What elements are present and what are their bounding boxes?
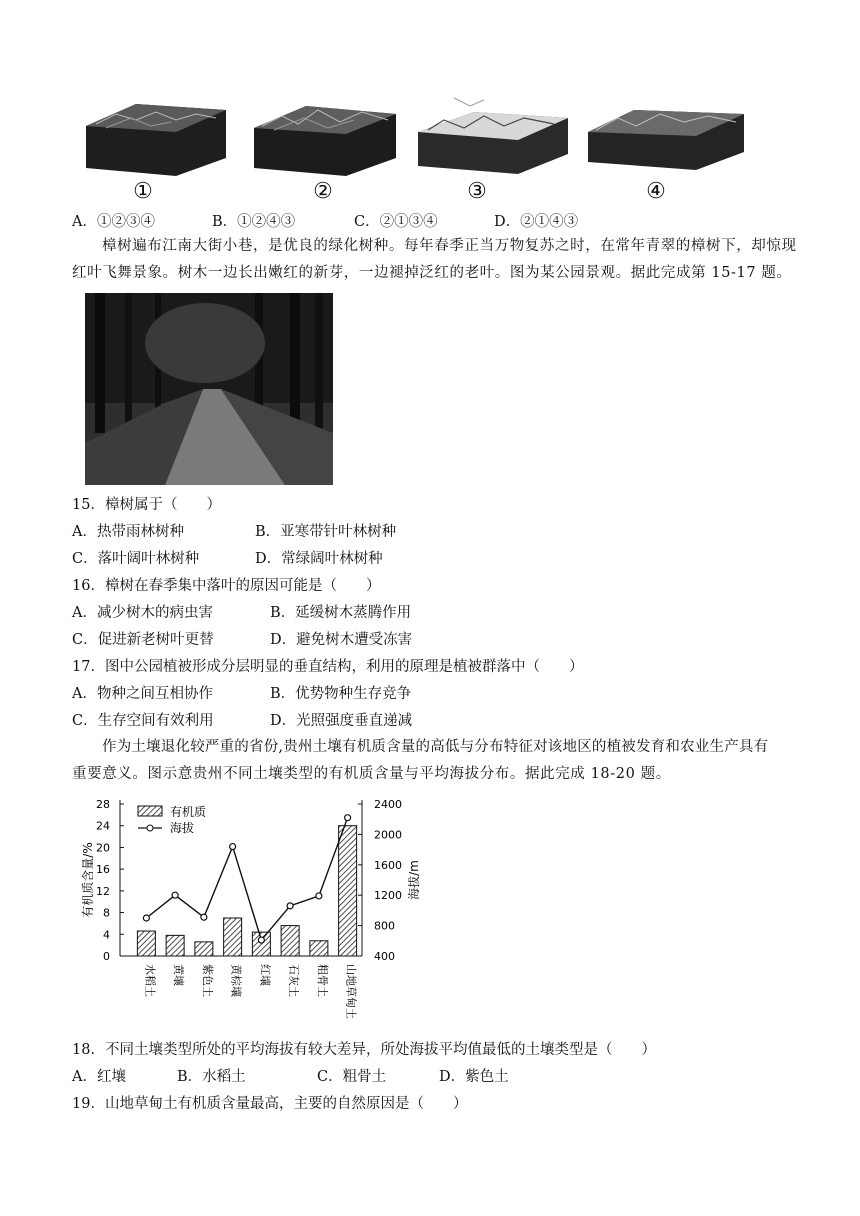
legend-bar-label: 有机质 <box>170 805 207 819</box>
altitude-line <box>146 818 347 940</box>
q14-option-d: D．②①④③ <box>494 214 579 230</box>
figure-label-3: ③ <box>467 179 487 204</box>
altitude-point <box>172 892 178 898</box>
altitude-point <box>143 915 149 921</box>
altitude-point <box>201 914 207 920</box>
altitude-point <box>316 893 322 899</box>
figure-label-2: ② <box>313 179 333 204</box>
right-tick-label: 1600 <box>374 858 402 872</box>
q14-option-c: C．②①③④ <box>354 214 438 230</box>
right-axis-title: 海拔/m <box>407 860 421 900</box>
figure-label-4: ④ <box>646 179 666 204</box>
altitude-point <box>287 903 293 909</box>
passage2-line1: 作为土壤退化较严重的省份,贵州土壤有机质含量的高低与分布特征对该地区的植被发育和农业生产具有 <box>102 739 769 755</box>
organic-matter-bar <box>339 826 357 956</box>
category-label: 红壤 <box>258 964 272 986</box>
q18-option-b: B．水稻土 <box>177 1069 246 1085</box>
landform-block-2-image <box>244 96 404 180</box>
q15-option-c: C．落叶阔叶林树种 <box>72 551 200 567</box>
q15-option-b: B．亚寒带针叶林树种 <box>255 524 397 540</box>
right-tick-label: 400 <box>374 950 395 963</box>
organic-matter-bar <box>281 926 299 956</box>
category-label: 粗骨土 <box>315 964 329 997</box>
altitude-point <box>230 844 236 850</box>
legend-bar-swatch <box>138 806 162 816</box>
passage1-line2: 红叶飞舞景象。树木一边长出嫩红的新芽，一边褪掉泛红的老叶。图为某公园景观。据此完成第 15-17 题。 <box>72 265 792 281</box>
q17-option-a: A．物种之间互相协作 <box>72 686 213 702</box>
right-tick-label: 800 <box>374 919 395 933</box>
left-tick-label: 0 <box>103 950 110 963</box>
q15-option-d: D．常绿阔叶林树种 <box>255 551 383 567</box>
category-label: 黄棕壤 <box>229 964 243 997</box>
q18-option-a: A．红壤 <box>72 1069 126 1085</box>
q14-option-b: B．①②④③ <box>212 214 296 230</box>
altitude-point <box>345 815 351 821</box>
q16-option-c: C．促进新老树叶更替 <box>72 632 214 648</box>
passage2-line2: 重要意义。图示意贵州不同土壤类型的有机质含量与平均海拔分布。据此完成 18-20 题。 <box>72 766 671 782</box>
organic-matter-bar <box>252 932 270 956</box>
left-tick-label: 8 <box>103 906 110 920</box>
left-tick-label: 20 <box>96 841 110 855</box>
q16-option-d: D．避免树木遭受冻害 <box>270 632 413 648</box>
q17-option-d: D．光照强度垂直递减 <box>270 713 413 729</box>
q16-option-b: B．延缓树木蒸腾作用 <box>270 605 412 621</box>
category-label: 石灰土 <box>287 964 301 997</box>
q16-stem: 16．樟树在春季集中落叶的原因可能是（ ） <box>72 578 381 594</box>
q18-option-d: D．紫色土 <box>439 1069 509 1085</box>
q17-stem: 17．图中公园植被形成分层明显的垂直结构，利用的原理是植被群落中（ ） <box>72 659 584 675</box>
landform-blocks-figure <box>76 96 756 206</box>
organic-matter-bar <box>166 935 184 956</box>
left-axis-title: 有机质含量/% <box>81 842 95 918</box>
q15-option-a: A．热带雨林树种 <box>72 524 184 540</box>
q18-option-c: C．粗骨土 <box>317 1069 387 1085</box>
category-label: 山地草甸土 <box>344 964 358 1019</box>
landform-block-3-image <box>414 96 574 180</box>
q16-option-a: A．减少树木的病虫害 <box>72 605 213 621</box>
q18-stem: 18．不同土壤类型所处的平均海拔有较大差异，所处海拔平均值最低的土壤类型是（ ） <box>72 1042 656 1058</box>
organic-matter-bar <box>195 942 213 956</box>
category-label: 紫色土 <box>200 964 214 997</box>
category-label: 水稻土 <box>143 964 157 997</box>
right-tick-label: 1200 <box>374 889 402 903</box>
right-tick-label: 2400 <box>374 798 402 811</box>
park-photo <box>85 293 333 485</box>
category-label: 黄壤 <box>172 964 186 986</box>
organic-matter-bar <box>310 941 328 956</box>
q15-stem: 15．樟树属于（ ） <box>72 497 221 513</box>
landform-block-1-image <box>76 96 236 180</box>
left-tick-label: 16 <box>96 863 110 877</box>
left-tick-label: 24 <box>96 819 110 833</box>
soil-organic-altitude-chart <box>70 790 430 1040</box>
right-tick-label: 2000 <box>374 828 402 842</box>
q14-option-a: A．①②③④ <box>72 214 155 230</box>
passage1-line1: 樟树遍布江南大街小巷，是优良的绿化树种。每年春季正当万物复苏之时，在常年青翠的樟树下，却惊现 <box>102 238 797 254</box>
landform-block-4-image <box>584 96 744 180</box>
left-tick-label: 12 <box>96 884 110 898</box>
legend-line-marker <box>147 825 153 831</box>
left-tick-label: 4 <box>103 928 110 942</box>
figure-label-1: ① <box>133 179 153 204</box>
organic-matter-bar <box>224 918 242 956</box>
legend-line-label: 海拔 <box>170 821 195 835</box>
altitude-point <box>258 937 264 943</box>
left-tick-label: 28 <box>96 798 110 811</box>
q17-option-b: B．优势物种生存竞争 <box>270 686 412 702</box>
organic-matter-bar <box>137 931 155 956</box>
q17-option-c: C．生存空间有效利用 <box>72 713 214 729</box>
q19-stem: 19．山地草甸土有机质含量最高，主要的自然原因是（ ） <box>72 1096 468 1112</box>
